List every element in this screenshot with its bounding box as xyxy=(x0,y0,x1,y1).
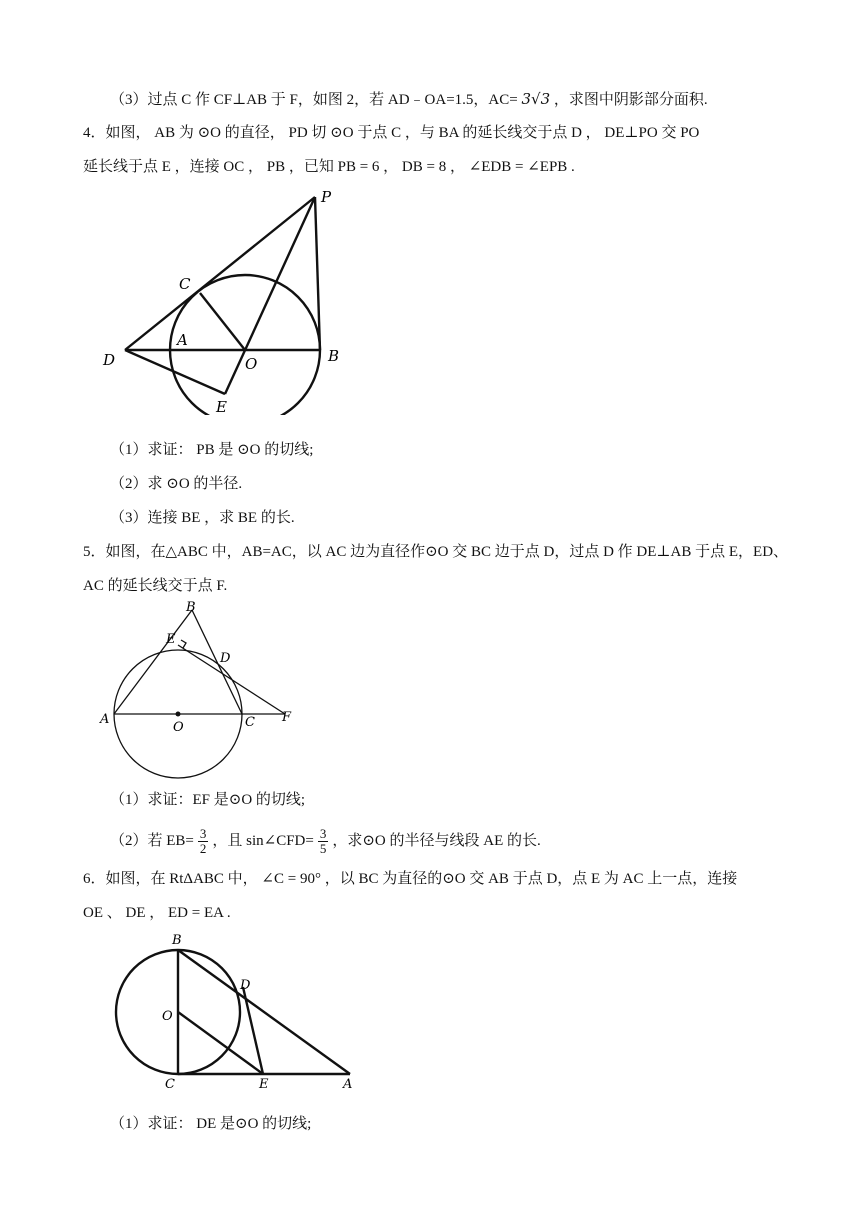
q4-line1: 4．如图， AB 为 ⊙O 的直径， PD 切 ⊙O 于点 C ，与 BA 的延长线交于点 D ， DE⊥PO 交 PO xyxy=(83,125,700,141)
q5-label-B: B xyxy=(186,600,196,615)
q3-part3-root: 3√3 xyxy=(521,90,551,108)
q5-label-C: C xyxy=(245,715,255,730)
q4-label-A: A xyxy=(177,331,188,349)
q4-label-O: O xyxy=(245,355,258,373)
q5-label-E: E xyxy=(166,632,176,647)
q3-part3-line xyxy=(110,88,708,111)
q4-line-CO xyxy=(200,293,245,350)
q5-frac-sin xyxy=(318,827,329,856)
q5-sub1: （1）求证：EF 是⊙O 的切线; xyxy=(110,792,306,808)
q4-line2: 延长线于点 E ，连接 OC ， PB ，已知 PB = 6 ， DB = 8 ， ∠EDB = ∠EPB . xyxy=(83,159,575,175)
q4-line-PE xyxy=(225,197,315,394)
q5-line2: AC 的延长线交于点 F. xyxy=(83,578,228,594)
q6-label-D: D xyxy=(240,978,251,993)
q4-label-C: C xyxy=(179,275,191,293)
q5-sub2-text-b: ，且 sin∠CFD= xyxy=(212,832,314,849)
q5-frac-eb xyxy=(198,827,209,856)
q5-label-F: F xyxy=(282,710,292,725)
q5-label-D: D xyxy=(220,651,231,666)
q6-label-A: A xyxy=(343,1077,353,1092)
q4-sub1: （1）求证： PB 是 ⊙O 的切线; xyxy=(110,442,314,458)
q6-label-E: E xyxy=(259,1077,269,1092)
q5-frac-eb-den: 2 xyxy=(199,841,207,856)
q4-line-DP xyxy=(125,197,315,350)
q6-label-C: C xyxy=(165,1077,175,1092)
q6-figure xyxy=(105,925,365,1095)
q4-line-DE xyxy=(125,350,225,394)
q6-label-B: B xyxy=(172,933,182,948)
q5-sub2-text-c: ，求⊙O 的半径与线段 AE 的长. xyxy=(332,832,541,849)
q5-line1: 5．如图，在△ABC 中，AB=AC，以 AC 边为直径作⊙O 交 BC 边于点 D，过点 D 作 DE⊥AB 于点 E，ED、 xyxy=(83,544,789,560)
q4-label-B: B xyxy=(328,347,340,365)
q6-line1: 6．如图，在 RtΔABC 中， ∠C = 90° ，以 BC 为直径的⊙O 交 AB 于点 D，点 E 为 AC 上一点，连接 xyxy=(83,871,738,887)
q5-frac-sin-den: 5 xyxy=(319,841,327,856)
q6-line2: OE 、 DE ， ED = EA . xyxy=(83,905,231,921)
q5-center-dot xyxy=(176,712,181,717)
q4-label-E: E xyxy=(216,398,227,415)
q5-line-AB xyxy=(114,610,192,714)
q5-frac-eb-num: 3 xyxy=(199,826,207,841)
q3-part3-text-b: ，求图中阴影部分面积. xyxy=(550,92,708,108)
q5-sub2-text-a: （2）若 EB= xyxy=(110,832,194,849)
q5-frac-sin-num: 3 xyxy=(319,826,327,841)
q5-figure xyxy=(95,595,305,785)
q5-line-BC xyxy=(192,610,242,714)
q5-sub2 xyxy=(110,827,541,856)
q5-label-A: A xyxy=(100,712,110,727)
q6-line-BA xyxy=(178,950,350,1074)
q3-part3-text-a: （3）过点 C 作 CF⊥AB 于 F，如图 2，若 AD﹣OA=1.5，AC= xyxy=(110,92,522,108)
q4-sub2: （2）求 ⊙O 的半径. xyxy=(110,476,243,492)
q5-label-O: O xyxy=(173,720,184,735)
q5-line-EF xyxy=(178,645,285,714)
q4-figure xyxy=(95,185,355,415)
q6-sub1: （1）求证： DE 是⊙O 的切线; xyxy=(110,1116,312,1132)
q4-label-P: P xyxy=(321,188,332,206)
q4-sub3: （3）连接 BE ，求 BE 的长. xyxy=(110,510,295,526)
q6-label-O: O xyxy=(162,1009,173,1024)
q4-label-D: D xyxy=(103,351,116,369)
